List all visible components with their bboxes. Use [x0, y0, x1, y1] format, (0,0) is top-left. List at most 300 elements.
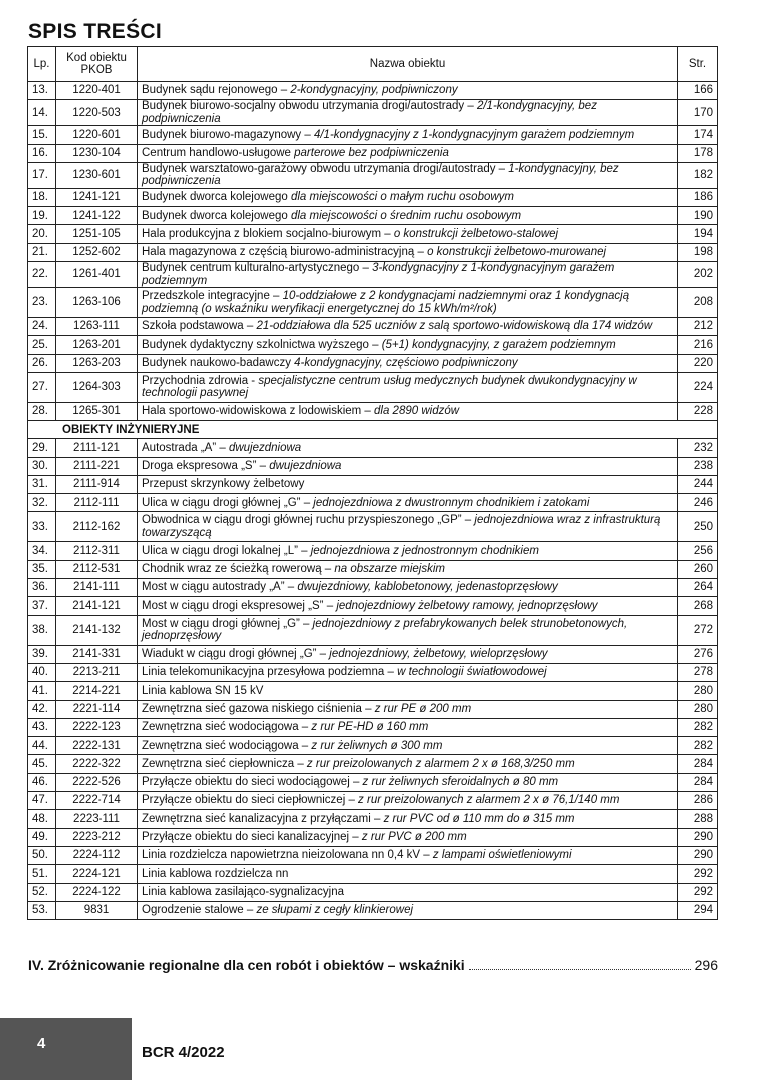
row-name-text: Budynek dworca kolejowego [142, 209, 291, 222]
row-kod: 1220-503 [56, 100, 138, 126]
row-name-detail: dla miejscowości o małym ruchu osobowym [290, 191, 515, 204]
row-name-detail: jednojezdniowa z dwustronnym chodnikiem i zatokami [313, 496, 590, 509]
row-name [138, 663, 678, 681]
row-page: 202 [678, 262, 718, 288]
row-page: 250 [678, 512, 718, 542]
row-name [138, 597, 678, 615]
toc-row[interactable] [28, 737, 718, 755]
row-name [138, 773, 678, 791]
toc-row[interactable] [28, 188, 718, 206]
row-name-text: Linia telekomunikacyjna przesyłowa podziemna – [142, 666, 398, 679]
row-name-detail: jednojezdniowa z jednostronnym chodnikiem [310, 544, 539, 557]
row-name-detail: z rur PVC ø 200 mm [361, 831, 467, 843]
toc-row[interactable] [28, 792, 718, 810]
row-name-detail: z rur żeliwnych ø 300 mm [311, 739, 443, 752]
row-kod: 2224-112 [56, 846, 138, 864]
row-kod: 1252-602 [56, 243, 138, 261]
row-lp: 50. [28, 846, 56, 864]
row-page: 216 [678, 336, 718, 354]
row-kod: 2141-132 [56, 615, 138, 645]
row-page: 292 [678, 883, 718, 901]
toc-row[interactable] [28, 100, 718, 126]
row-kod: 2222-714 [56, 792, 138, 810]
toc-row[interactable] [28, 682, 718, 700]
footer-page-box [0, 1018, 132, 1080]
row-name [138, 700, 678, 718]
row-name [138, 354, 678, 372]
header-name: Nazwa obiektu [138, 47, 678, 82]
row-name-detail: w technologii światłowodowej [397, 666, 547, 679]
row-name-detail: 3-kondygnacyjny z 1-kondygnacyjnym garażem podziemnym [142, 262, 615, 287]
row-name [138, 188, 678, 206]
row-name-text: Droga ekspresowa „S” – [142, 459, 270, 472]
row-kod: 2224-122 [56, 883, 138, 901]
row-page: 264 [678, 579, 718, 597]
row-lp: 34. [28, 542, 56, 560]
row-page: 194 [678, 225, 718, 243]
row-name-detail: z rur żeliwnych sferoidalnych ø 80 mm [362, 776, 559, 789]
row-name-text: Przyłącze obiektu do sieci ciepłowniczej – [142, 794, 359, 807]
toc-row[interactable] [28, 579, 718, 597]
row-page: 182 [678, 162, 718, 188]
row-name-detail: o konstrukcji żelbetowo-murowanej [427, 246, 607, 259]
row-kod: 2112-311 [56, 542, 138, 560]
row-lp: 49. [28, 828, 56, 846]
row-page: 212 [678, 318, 718, 336]
row-name-text: Budynek sądu rejonowego – [142, 84, 291, 97]
row-name [138, 846, 678, 864]
row-name-detail: 4/1-kondygnacyjny z 1-kondygnacyjnym garażem podziemnym [313, 128, 635, 141]
row-kod: 2213-211 [56, 663, 138, 681]
row-page: 294 [678, 901, 718, 919]
toc-row[interactable] [28, 457, 718, 475]
row-page: 292 [678, 865, 718, 883]
row-name [138, 207, 678, 225]
row-lp: 31. [28, 475, 56, 493]
row-name-detail: dwujezdniowy, kablobetonowy, jedenastoprzęsłowy [297, 581, 558, 594]
row-page: 278 [678, 663, 718, 681]
row-name-detail: z lampami oświetleniowymi [432, 849, 572, 862]
row-name [138, 828, 678, 846]
row-name [138, 560, 678, 578]
row-kod: 1263-201 [56, 336, 138, 354]
row-name-text: Zewnętrzna sieć gazowa niskiego ciśnienia – [142, 702, 375, 715]
row-name-detail: jednojezdniowy żelbetowy ramowy, jednoprzęsłowy [336, 599, 598, 612]
row-name-detail: 2/1-kondygnacyjny, bez podpiwniczenia [142, 100, 597, 125]
row-name-text: Budynek warsztatowo-garażowy obwodu utrzymania drogi/autostrady – [142, 162, 509, 175]
row-lp: 39. [28, 645, 56, 663]
row-name [138, 144, 678, 162]
row-name [138, 457, 678, 475]
row-name-text: Linia kablowa zasilająco-sygnalizacyjna [142, 885, 344, 898]
toc-row[interactable] [28, 883, 718, 901]
row-page: 272 [678, 615, 718, 645]
row-kod: 1230-601 [56, 162, 138, 188]
row-kod: 1263-111 [56, 318, 138, 336]
row-name-detail: dla 2890 widzów [374, 405, 460, 418]
toc-row[interactable] [28, 542, 718, 560]
row-page: 260 [678, 560, 718, 578]
row-name-detail: z rur PE-HD ø 160 mm [311, 721, 429, 734]
row-kod: 1241-121 [56, 188, 138, 206]
row-name-text: Linia kablowa SN 15 kV [142, 684, 264, 697]
row-name [138, 755, 678, 773]
row-name-text: Budynek biurowo-magazynowy – [142, 128, 314, 141]
toc-row[interactable] [28, 82, 718, 100]
toc-header-row [28, 47, 718, 82]
toc-table [27, 46, 718, 920]
row-page: 224 [678, 372, 718, 402]
row-name-detail: dwujezdniowa [228, 441, 302, 454]
row-name-text: Hala produkcyjna z blokiem socjalno-biurowym – [142, 227, 394, 240]
row-page: 280 [678, 682, 718, 700]
row-lp: 17. [28, 162, 56, 188]
row-page: 276 [678, 645, 718, 663]
row-name-text: Hala magazynowa z częścią biurowo-administracyjną – [142, 246, 428, 259]
row-name-text: Budynek naukowo-badawczy [142, 357, 295, 370]
row-name [138, 792, 678, 810]
row-name-text: Centrum handlowo-usługowe [142, 146, 295, 159]
row-name-detail: o konstrukcji żelbetowo-stalowej [393, 227, 559, 240]
row-page: 166 [678, 82, 718, 100]
row-name [138, 718, 678, 736]
row-page: 284 [678, 755, 718, 773]
row-name [138, 100, 678, 126]
row-kod: 1230-104 [56, 144, 138, 162]
row-lp: 35. [28, 560, 56, 578]
toc-row[interactable] [28, 560, 718, 578]
row-name [138, 82, 678, 100]
row-name [138, 372, 678, 402]
row-page: 290 [678, 828, 718, 846]
toc-row[interactable] [28, 828, 718, 846]
toc-row[interactable] [28, 439, 718, 457]
toc-row[interactable] [28, 336, 718, 354]
row-lp: 43. [28, 718, 56, 736]
section-iv-page: 296 [694, 957, 718, 973]
row-name-detail: 21-oddziałowa dla 525 uczniów z salą sportowo-widowiskową dla 174 widzów [256, 320, 653, 333]
row-page: 286 [678, 792, 718, 810]
row-page: 186 [678, 188, 718, 206]
row-name [138, 542, 678, 560]
toc-row[interactable] [28, 243, 718, 261]
row-page: 174 [678, 126, 718, 144]
row-kod: 2111-121 [56, 439, 138, 457]
row-name-detail: z rur PVC od ø 110 mm do ø 315 mm [383, 812, 575, 825]
row-page: 282 [678, 737, 718, 755]
row-name-text: Ulica w ciągu drogi lokalnej „L” – [142, 544, 311, 557]
row-name-text: Budynek biurowo-socjalny obwodu utrzymania drogi/autostrady – [142, 100, 477, 113]
row-name [138, 901, 678, 919]
row-kod: 1220-601 [56, 126, 138, 144]
row-lp: 40. [28, 663, 56, 681]
row-lp: 24. [28, 318, 56, 336]
row-name-text: Most w ciągu drogi głównej „G” – [142, 617, 313, 630]
row-name-text: Wiadukt w ciągu drogi głównej „G” – [142, 648, 330, 661]
toc-row[interactable] [28, 663, 718, 681]
toc-row[interactable] [28, 262, 718, 288]
toc-row[interactable] [28, 162, 718, 188]
toc-row[interactable] [28, 597, 718, 615]
section-iv-entry[interactable] [28, 957, 718, 973]
row-name-detail: 1-kondygnacyjny, bez podpiwniczenia [142, 162, 619, 188]
row-kod: 1241-122 [56, 207, 138, 225]
toc-row[interactable] [28, 475, 718, 493]
row-name [138, 318, 678, 336]
row-name-text: Most w ciągu drogi ekspresowej „S” – [142, 599, 337, 612]
row-lp: 38. [28, 615, 56, 645]
row-name-text: Linia kablowa rozdzielcza nn [142, 867, 289, 880]
row-kod: 2112-162 [56, 512, 138, 542]
row-name-detail: jednojezdniowa wraz z infrastrukturą towarzyszącą [142, 514, 661, 539]
toc-row[interactable] [28, 755, 718, 773]
row-name-detail: (5+1) kondygnacyjny, z garażem podziemnym [381, 338, 616, 351]
row-lp: 36. [28, 579, 56, 597]
row-name [138, 475, 678, 493]
row-kod: 2221-114 [56, 700, 138, 718]
row-kod: 1265-301 [56, 402, 138, 420]
toc-row[interactable] [28, 144, 718, 162]
row-name [138, 225, 678, 243]
row-page: 282 [678, 718, 718, 736]
row-lp: 51. [28, 865, 56, 883]
row-lp: 41. [28, 682, 56, 700]
row-name-detail: parterowe bez podpiwniczenia [294, 146, 449, 159]
row-name-detail: jednojezdniowy, żelbetowy, wieloprzęsłowy [329, 648, 548, 661]
row-name-text: Ogrodzenie stalowe – [142, 904, 257, 917]
row-page: 228 [678, 402, 718, 420]
row-page: 198 [678, 243, 718, 261]
row-name-text: Budynek dworca kolejowego [142, 191, 291, 204]
toc-row[interactable] [28, 846, 718, 864]
row-lp: 29. [28, 439, 56, 457]
row-lp: 46. [28, 773, 56, 791]
leader-dots [469, 969, 691, 970]
row-kod: 2222-322 [56, 755, 138, 773]
row-name-detail: z rur PE ø 200 mm [374, 702, 472, 715]
row-kod: 1251-105 [56, 225, 138, 243]
row-name [138, 336, 678, 354]
row-name-text: Linia rozdzielcza napowietrzna nieizolowana nn 0,4 kV – [142, 849, 433, 862]
row-page: 208 [678, 288, 718, 318]
toc-row[interactable] [28, 354, 718, 372]
row-name [138, 126, 678, 144]
row-lp: 21. [28, 243, 56, 261]
row-kod: 2223-111 [56, 810, 138, 828]
row-name-detail: dwujezdniowa [269, 459, 342, 472]
section-heading-row [28, 421, 718, 439]
toc-row[interactable] [28, 901, 718, 919]
row-lp: 47. [28, 792, 56, 810]
toc-row[interactable] [28, 402, 718, 420]
page-title: SPIS TREŚCI [28, 20, 162, 43]
row-name [138, 810, 678, 828]
row-name-text: Obwodnica w ciągu drogi głównej ruchu przyspieszonego „GP” – [142, 514, 475, 527]
row-kod: 2222-123 [56, 718, 138, 736]
row-kod: 2141-111 [56, 579, 138, 597]
toc-row[interactable] [28, 372, 718, 402]
row-name [138, 494, 678, 512]
row-name-text: Chodnik wraz ze ścieżką rowerową – [142, 563, 335, 576]
row-name [138, 512, 678, 542]
row-kod: 1220-401 [56, 82, 138, 100]
row-name-detail: dla miejscowości o średnim ruchu osobowym [290, 209, 522, 222]
row-lp: 42. [28, 700, 56, 718]
row-name [138, 579, 678, 597]
row-page: 178 [678, 144, 718, 162]
toc-row[interactable] [28, 288, 718, 318]
row-name-text: Przedszkole integracyjne – [142, 290, 283, 303]
row-name-text: Zewnętrzna sieć wodociągowa – [142, 739, 312, 752]
toc-row[interactable] [28, 225, 718, 243]
row-lp: 53. [28, 901, 56, 919]
row-kod: 2214-221 [56, 682, 138, 700]
row-name [138, 402, 678, 420]
toc-row[interactable] [28, 615, 718, 645]
row-name-text: Przychodnia zdrowia - [142, 374, 259, 387]
toc-row[interactable] [28, 865, 718, 883]
row-name-text: Hala sportowo-widowiskowa z lodowiskiem – [142, 405, 375, 418]
row-kod: 2224-121 [56, 865, 138, 883]
row-name [138, 645, 678, 663]
row-page: 170 [678, 100, 718, 126]
toc-row[interactable] [28, 810, 718, 828]
row-name-detail: z rur preizolowanych z alarmem 2 x ø 76,1/140 mm [358, 794, 620, 807]
toc-row[interactable] [28, 700, 718, 718]
row-page: 244 [678, 475, 718, 493]
row-lp: 18. [28, 188, 56, 206]
row-name [138, 737, 678, 755]
row-lp: 14. [28, 100, 56, 126]
row-kod: 2223-212 [56, 828, 138, 846]
row-lp: 23. [28, 288, 56, 318]
row-name [138, 262, 678, 288]
row-page: 232 [678, 439, 718, 457]
row-lp: 27. [28, 372, 56, 402]
header-kod: Kod obiektu PKOB [56, 47, 138, 82]
toc-row[interactable] [28, 645, 718, 663]
row-page: 220 [678, 354, 718, 372]
row-page: 290 [678, 846, 718, 864]
row-kod: 2141-331 [56, 645, 138, 663]
row-page: 238 [678, 457, 718, 475]
row-page: 280 [678, 700, 718, 718]
footer-publication: BCR 4/2022 [142, 1044, 225, 1061]
row-lp: 25. [28, 336, 56, 354]
toc-body [28, 82, 718, 920]
row-name [138, 883, 678, 901]
row-kod: 2112-531 [56, 560, 138, 578]
row-kod: 1263-203 [56, 354, 138, 372]
row-name-text: Przyłącze obiektu do sieci kanalizacyjnej – [142, 831, 362, 843]
row-name-text: Ulica w ciągu drogi głównej „G” – [142, 496, 314, 509]
row-name-text: Budynek dydaktyczny szkolnictwa wyższego – [142, 338, 382, 351]
row-kod: 9831 [56, 901, 138, 919]
row-name-text: Przyłącze obiektu do sieci wodociągowej – [142, 776, 363, 789]
row-name-text: Szkoła podstawowa – [142, 320, 257, 333]
header-str: Str. [678, 47, 718, 82]
row-page: 288 [678, 810, 718, 828]
row-lp: 13. [28, 82, 56, 100]
row-page: 284 [678, 773, 718, 791]
toc-row[interactable] [28, 207, 718, 225]
row-lp: 44. [28, 737, 56, 755]
row-name-text: Autostrada „A” – [142, 441, 229, 454]
toc-row[interactable] [28, 773, 718, 791]
row-name-text: Przepust skrzynkowy żelbetowy [142, 478, 305, 491]
row-lp: 19. [28, 207, 56, 225]
section-iv-label: IV. Zróżnicowanie regionalne dla cen robót i obiektów – wskaźniki [28, 957, 465, 973]
row-lp: 52. [28, 883, 56, 901]
row-name-text: Budynek centrum kulturalno-artystycznego – [142, 262, 373, 275]
toc-row[interactable] [28, 494, 718, 512]
row-lp: 33. [28, 512, 56, 542]
row-page: 246 [678, 494, 718, 512]
toc-row[interactable] [28, 126, 718, 144]
row-kod: 2222-131 [56, 737, 138, 755]
row-page: 256 [678, 542, 718, 560]
row-lp: 37. [28, 597, 56, 615]
toc-row[interactable] [28, 512, 718, 542]
header-lp: Lp. [28, 47, 56, 82]
row-name-detail: 2-kondygnacyjny, podpiwniczony [290, 84, 458, 97]
row-name [138, 288, 678, 318]
section-heading: OBIEKTY INŻYNIERYJNE [28, 421, 718, 439]
row-kod: 1263-106 [56, 288, 138, 318]
row-lp: 26. [28, 354, 56, 372]
row-name-detail: jednojezdniowy z prefabrykowanych belek strunobetonowych, jednoprzęsłowy [142, 617, 628, 643]
row-kod: 2222-526 [56, 773, 138, 791]
row-name [138, 439, 678, 457]
row-name-detail: 10-oddziałowe z 2 kondygnacjami nadziemnymi oraz 1 kondygnacją podziemną (o wskaźniku weryfikacji energetycznej do 15 kWh/m²/rok) [142, 290, 630, 315]
row-name [138, 162, 678, 188]
row-name [138, 865, 678, 883]
row-name-detail: z rur preizolowanych z alarmem 2 x ø 168,3/250 mm [306, 757, 575, 770]
row-lp: 32. [28, 494, 56, 512]
row-name [138, 615, 678, 645]
row-lp: 16. [28, 144, 56, 162]
row-name-detail: specjalistyczne centrum usług medycznych budynek dwukondygnacyjny w technologii pasywnej [142, 374, 637, 400]
row-name-text: Most w ciągu autostrady „A” – [142, 581, 298, 594]
toc-row[interactable] [28, 318, 718, 336]
row-name-text: Zewnętrzna sieć wodociągowa – [142, 721, 312, 734]
row-name-detail: 4-kondygnacyjny, częściowo podpiwniczony [294, 357, 518, 370]
toc-row[interactable] [28, 718, 718, 736]
row-kod: 2111-221 [56, 457, 138, 475]
row-kod: 2141-121 [56, 597, 138, 615]
row-name [138, 243, 678, 261]
row-kod: 1261-401 [56, 262, 138, 288]
row-lp: 20. [28, 225, 56, 243]
row-kod: 2111-914 [56, 475, 138, 493]
row-name-text: Zewnętrzna sieć ciepłownicza – [142, 757, 307, 770]
row-page: 190 [678, 207, 718, 225]
row-name [138, 682, 678, 700]
row-lp: 22. [28, 262, 56, 288]
row-page: 268 [678, 597, 718, 615]
row-lp: 15. [28, 126, 56, 144]
row-name-text: Zewnętrzna sieć kanalizacyjna z przyłączami – [142, 812, 384, 825]
row-lp: 28. [28, 402, 56, 420]
row-lp: 30. [28, 457, 56, 475]
row-lp: 45. [28, 755, 56, 773]
footer-page-number: 4 [37, 1035, 46, 1052]
row-name-detail: ze słupami z cegły klinkierowej [256, 904, 414, 917]
row-kod: 1264-303 [56, 372, 138, 402]
row-name-detail: na obszarze miejskim [334, 563, 445, 576]
row-lp: 48. [28, 810, 56, 828]
row-kod: 2112-111 [56, 494, 138, 512]
